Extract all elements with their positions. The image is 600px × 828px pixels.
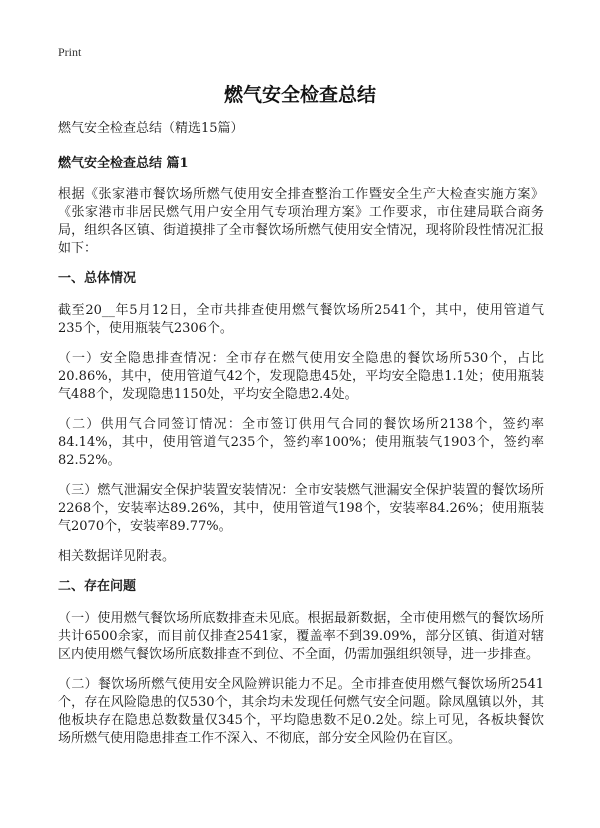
overview-paragraph-5: 相关数据详见附表。 [58,549,176,564]
problems-paragraph-1: （一）使用燃气餐饮场所底数排查未见底。根据最新数据，全市使用燃气的餐饮场所共计6500余家，而目前仅排查2541家，覆盖率不到39.09%，部分区镇、街道对辖区内使用燃气餐饮场所底数排查不到位、不全面，仍需加强组织领导，进一步排查。 [58,611,544,662]
intro-paragraph: 根据《张家港市餐饮场所燃气使用安全排查整治工作暨安全生产大检查实施方案》《张家港市非居民燃气用户安全用气专项治理方案》工作要求，市住建局联合商务局，组织各区镇、街道摸排了全市餐饮场所燃气使用安全情况，现将阶段性情况汇报如下： [58,187,544,256]
section-heading-overview: 一、总体情况 [58,271,137,286]
print-link[interactable]: Print [58,45,82,59]
section-heading-problems: 二、存在问题 [58,579,137,594]
problems-paragraph-2: （二）餐饮场所燃气使用安全风险辨识能力不足。全市排查使用燃气餐饮场所2541个，存在风险隐患的仅530个，其余均未发现任何燃气安全问题。除凤凰镇以外，其他板块存在隐患总数数量仅345个，平均隐患数不足0.2处。综上可见，各板块餐饮场所燃气使用隐患排查工作不深入、不彻底，部分安全风险仍在盲区。 [58,677,544,746]
overview-paragraph-4: （三）燃气泄漏安全保护装置安装情况：全市安装燃气泄漏安全保护装置的餐饮场所2268个，安装率达89.26%，其中，使用管道气198个，安装率84.26%；使用瓶装气2070个，安装率89.77%。 [58,483,544,534]
overview-paragraph-2: （一）安全隐患排查情况：全市存在燃气使用安全隐患的餐饮场所530个，占比20.86%，其中，使用管道气42个，发现隐患45处，平均安全隐患1.1处；使用瓶装气488个，发现隐患1150处，平均安全隐患2.4处。 [58,351,544,402]
document-body [58,120,544,760]
document-title: 燃气安全检查总结 [223,84,376,106]
overview-paragraph-1: 截至20__年5月12日，全市共排查使用燃气餐饮场所2541个，其中，使用管道气235个，使用瓶装气2306个。 [58,303,544,336]
overview-paragraph-3: （二）供用气合同签订情况：全市签订供用气合同的餐饮场所2138个，签约率84.14%，其中，使用管道气235个，签约率100%；使用瓶装气1903个，签约率82.52%。 [58,417,544,468]
document-subtitle: 燃气安全检查总结（精选15篇） [58,121,244,136]
article-heading: 燃气安全检查总结 篇1 [58,156,189,171]
